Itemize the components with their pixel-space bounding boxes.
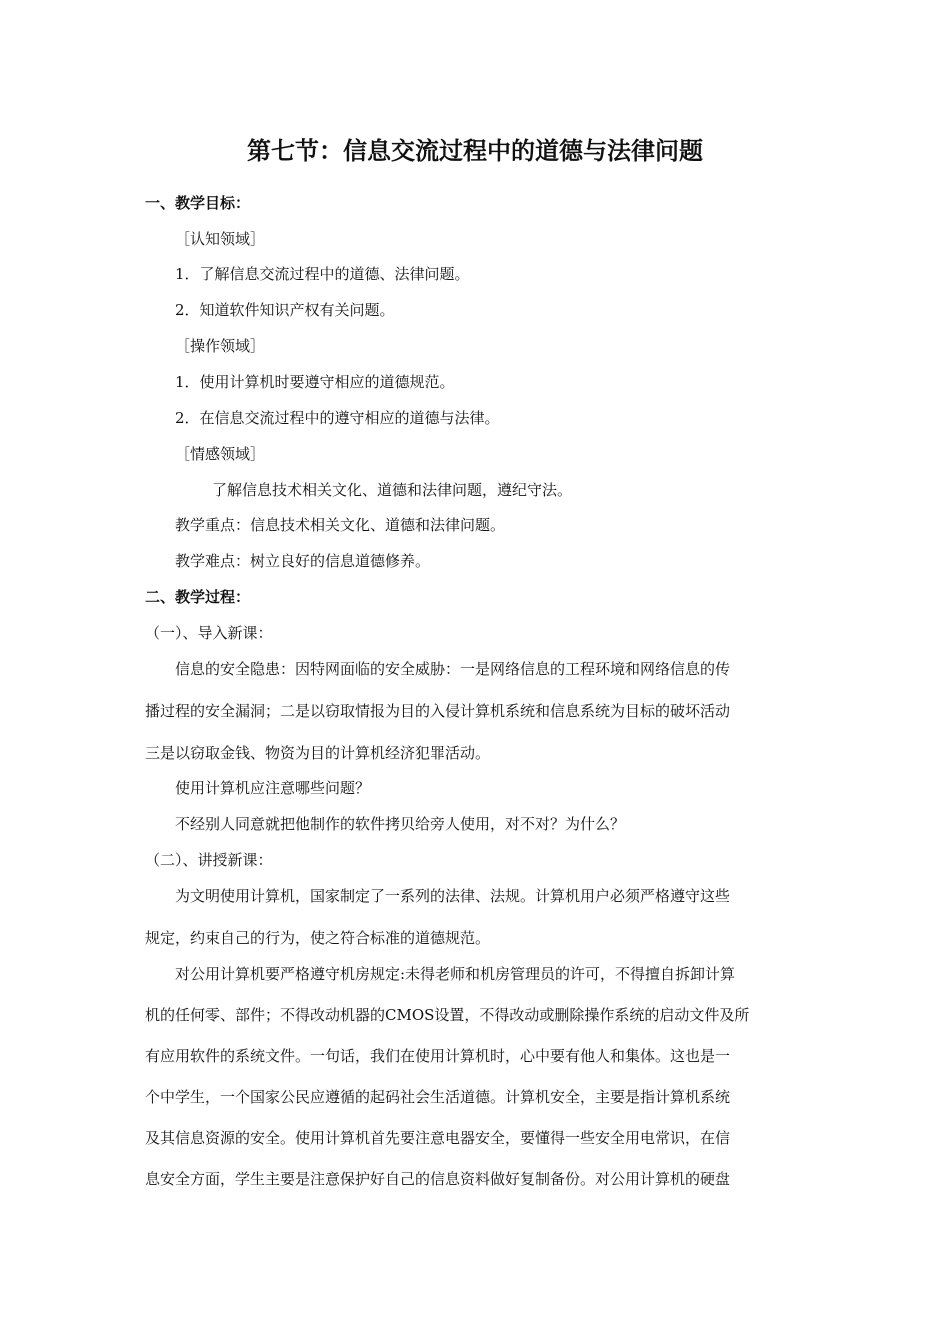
paragraph-line: 三是以窃取金钱、物资为目的计算机经济犯罪活动。 <box>145 744 491 762</box>
subheading-operation: ［操作领域］ <box>175 337 266 355</box>
paragraph-line: 为文明使用计算机，国家制定了一系列的法律、法规。计算机用户必须严格遵守这些 <box>175 887 731 905</box>
question-line: 不经别人同意就把他制作的软件拷贝给旁人使用，对不对？为什么？ <box>175 815 626 833</box>
paragraph-line: 播过程的安全漏洞；二是以窃取情报为目的入侵计算机系统和信息系统为目标的破坏活动 <box>145 702 731 720</box>
section-heading-objectives: 一、教学目标： <box>145 194 251 212</box>
subheading-cognitive: ［认知领域］ <box>175 230 266 248</box>
list-item: 1．了解信息交流过程中的道德、法律问题。 <box>175 265 470 283</box>
question-line: 使用计算机应注意哪些问题？ <box>175 779 371 797</box>
section-heading-process: 二、教学过程： <box>145 588 251 606</box>
paragraph-line: 规定，约束自己的行为，使之符合标准的道德规范。 <box>145 929 491 947</box>
list-item: 1．使用计算机时要遵守相应的道德规范。 <box>175 373 455 391</box>
key-point: 教学重点：信息技术相关文化、道德和法律问题。 <box>175 516 506 534</box>
page-title: 第七节：信息交流过程中的道德与法律问题 <box>247 137 703 165</box>
paragraph-line: 对公用计算机要严格遵守机房规定:未得老师和机房管理员的许可，不得擅自拆卸计算 <box>175 965 736 983</box>
paragraph-line: 有应用软件的系统文件。一句话，我们在使用计算机时，心中要有他人和集体。这也是一 <box>145 1047 731 1065</box>
paragraph-line: 息安全方面，学生主要是注意保护好自己的信息资料做好复制备份。对公用计算机的硬盘 <box>145 1170 731 1188</box>
list-item: 2．知道软件知识产权有关问题。 <box>175 301 395 319</box>
paragraph-line: 及其信息资源的安全。使用计算机首先要注意电器安全，要懂得一些安全用电常识，在信 <box>145 1129 731 1147</box>
subheading-emotion: ［情感领域］ <box>175 445 266 463</box>
subsection-heading-intro: （一）、导入新课： <box>145 624 273 642</box>
subsection-heading-lecture: （二）、讲授新课： <box>145 851 273 869</box>
list-item: 2．在信息交流过程中的遵守相应的道德与法律。 <box>175 409 500 427</box>
difficult-point: 教学难点：树立良好的信息道德修养。 <box>175 552 431 570</box>
paragraph-line: 信息的安全隐患：因特网面临的安全威胁：一是网络信息的工程环境和网络信息的传 <box>175 660 731 678</box>
paragraph-line: 个中学生，一个国家公民应遵循的起码社会生活道德。计算机安全，主要是指计算机系统 <box>145 1088 731 1106</box>
paragraph-line: 了解信息技术相关文化、道德和法律问题，遵纪守法。 <box>212 481 573 499</box>
paragraph-line: 机的任何零、部件；不得改动机器的CMOS设置，不得改动或删除操作系统的启动文件及所 <box>145 1006 750 1024</box>
